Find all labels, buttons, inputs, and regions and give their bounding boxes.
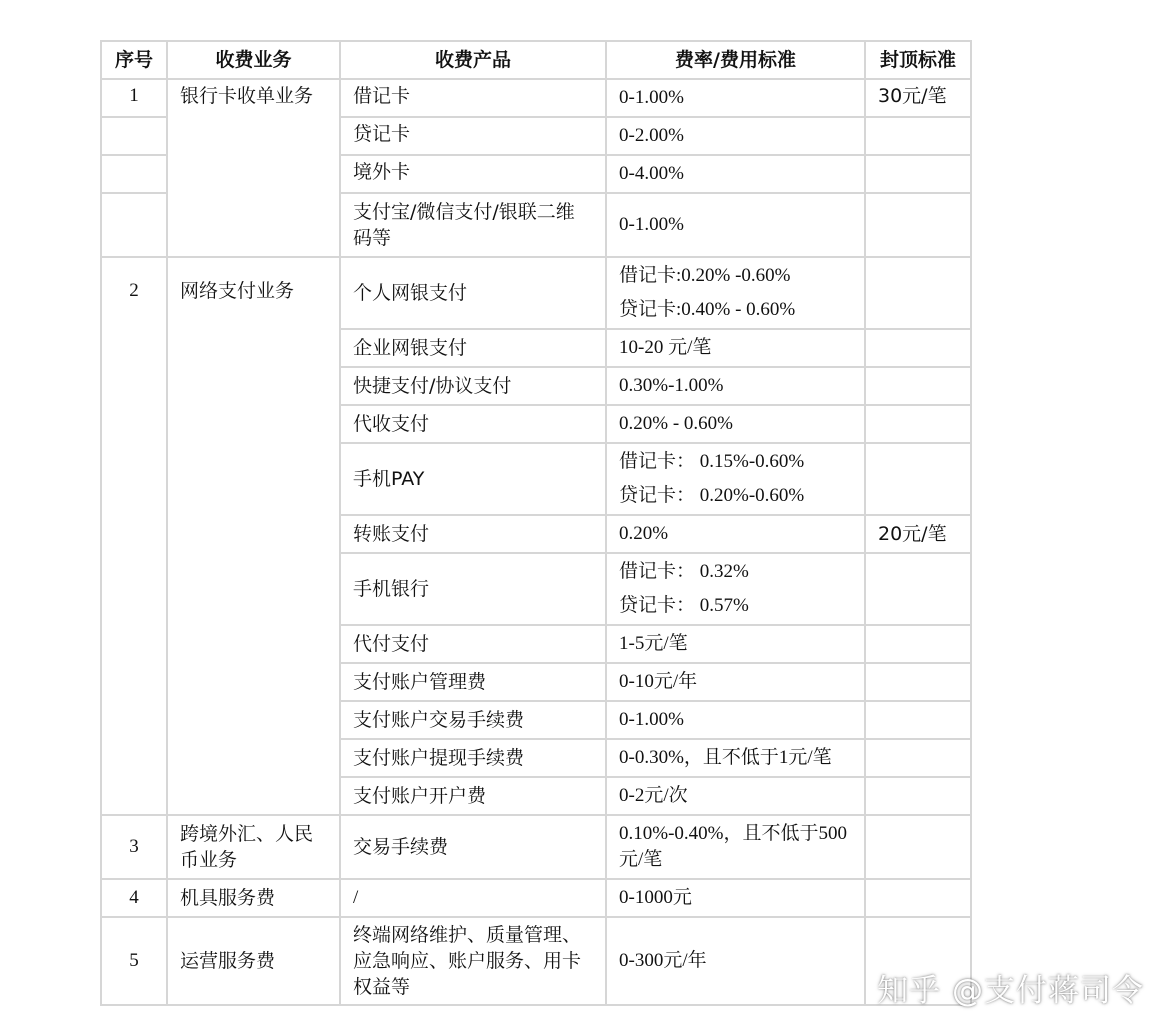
row-cap [865, 405, 971, 443]
row-product: 交易手续费 [340, 815, 606, 879]
row-cap [865, 367, 971, 405]
row-cap [865, 879, 971, 917]
row-rate: 0-0.30%，且不低于1元/笔 [606, 739, 865, 777]
row-product: 境外卡 [340, 155, 606, 193]
table-row [101, 917, 971, 1005]
watermark: 知乎 @支付蒋司令 [877, 973, 1144, 1009]
row-product: 转账支付 [340, 515, 606, 553]
row-cap [865, 193, 971, 257]
row-cap [865, 625, 971, 663]
row-product: 借记卡 [340, 79, 606, 117]
row-product: 贷记卡 [340, 117, 606, 155]
row-cap [865, 117, 971, 155]
fee-table [100, 40, 972, 1006]
row-rate: 0-1.00% [606, 193, 865, 257]
row-business: 网络支付业务 [167, 257, 340, 815]
row-rate: 借记卡： 0.32% 贷记卡： 0.57% [606, 553, 865, 625]
row-business: 机具服务费 [167, 879, 340, 917]
row-rate: 0-2元/次 [606, 777, 865, 815]
row-business: 跨境外汇、人民币业务 [167, 815, 340, 879]
row-rate: 10-20 元/笔 [606, 329, 865, 367]
table-header-row [101, 41, 971, 79]
row-cap [865, 739, 971, 777]
row-rate: 0-1000元 [606, 879, 865, 917]
header-cap: 封顶标准 [865, 41, 971, 79]
row-cap [865, 155, 971, 193]
row-product: 支付账户管理费 [340, 663, 606, 701]
row-product: 企业网银支付 [340, 329, 606, 367]
row-index: 5 [101, 917, 167, 1005]
row-business: 运营服务费 [167, 917, 340, 1005]
row-cap [865, 443, 971, 515]
row-product: 手机PAY [340, 443, 606, 515]
row-index [101, 117, 167, 155]
row-cap [865, 815, 971, 879]
row-product: 代付支付 [340, 625, 606, 663]
row-rate: 0-2.00% [606, 117, 865, 155]
table-row [101, 815, 971, 879]
row-product: 支付账户提现手续费 [340, 739, 606, 777]
table-row [101, 257, 971, 329]
row-index: 4 [101, 879, 167, 917]
row-rate: 0-1.00% [606, 79, 865, 117]
row-rate: 借记卡： 0.15%-0.60% 贷记卡： 0.20%-0.60% [606, 443, 865, 515]
row-rate: 0-10元/年 [606, 663, 865, 701]
row-index: 3 [101, 815, 167, 879]
row-rate: 0.20% - 0.60% [606, 405, 865, 443]
row-business: 银行卡收单业务 [167, 79, 340, 257]
row-rate: 0.30%-1.00% [606, 367, 865, 405]
row-product: 支付宝/微信支付/银联二维码等 [340, 193, 606, 257]
row-rate: 0-4.00% [606, 155, 865, 193]
row-rate: 0.20% [606, 515, 865, 553]
row-product: 手机银行 [340, 553, 606, 625]
row-index [101, 193, 167, 257]
row-rate: 0-300元/年 [606, 917, 865, 1005]
header-rate: 费率/费用标准 [606, 41, 865, 79]
header-business: 收费业务 [167, 41, 340, 79]
row-cap [865, 257, 971, 329]
row-rate: 1-5元/笔 [606, 625, 865, 663]
row-index: 2 [101, 257, 167, 815]
row-cap: 20元/笔 [865, 515, 971, 553]
row-cap [865, 777, 971, 815]
header-index: 序号 [101, 41, 167, 79]
row-product: 快捷支付/协议支付 [340, 367, 606, 405]
row-cap [865, 701, 971, 739]
row-product: 终端网络维护、质量管理、应急响应、账户服务、用卡权益等 [340, 917, 606, 1005]
row-product: 支付账户交易手续费 [340, 701, 606, 739]
row-cap [865, 663, 971, 701]
row-cap [865, 329, 971, 367]
table-row [101, 79, 971, 117]
row-cap [865, 553, 971, 625]
row-index: 1 [101, 79, 167, 117]
row-rate: 借记卡:0.20% -0.60% 贷记卡:0.40% - 0.60% [606, 257, 865, 329]
row-product: / [340, 879, 606, 917]
header-product: 收费产品 [340, 41, 606, 79]
row-rate: 0.10%-0.40%，且不低于500元/笔 [606, 815, 865, 879]
row-cap: 30元/笔 [865, 79, 971, 117]
row-rate: 0-1.00% [606, 701, 865, 739]
row-product: 代收支付 [340, 405, 606, 443]
row-index [101, 155, 167, 193]
row-product: 个人网银支付 [340, 257, 606, 329]
table-row [101, 879, 971, 917]
row-product: 支付账户开户费 [340, 777, 606, 815]
